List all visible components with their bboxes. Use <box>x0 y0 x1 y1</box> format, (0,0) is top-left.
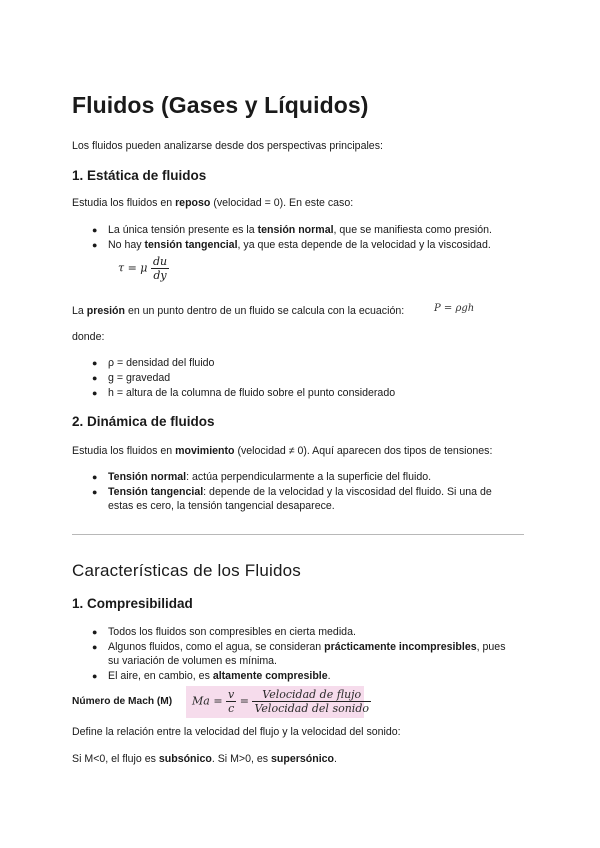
bullet-icon: ● <box>92 358 98 368</box>
section-title-caracteristicas: Características de los Fluidos <box>72 561 301 580</box>
donde-label: donde: <box>72 331 105 343</box>
list-item-continuation: su variación de volumen es mínima. <box>108 655 277 667</box>
bullet-icon: ● <box>92 388 98 398</box>
bullet-icon: ● <box>92 373 98 383</box>
section-heading-dinamica: 2. Dinámica de fluidos <box>72 414 215 429</box>
mach-equation-box <box>186 686 369 718</box>
bullet-icon: ● <box>92 487 98 497</box>
list-item: g = gravedad <box>108 372 171 384</box>
list-item-continuation: estas es cero, la tensión tangencial desaparece. <box>108 500 335 512</box>
viscosity-equation: τ = μ $\frac{du}{dy}$ <box>118 255 168 282</box>
bullet-icon: ● <box>92 671 98 681</box>
mach-conditions: Si M<0, el flujo es subsónico. Si M>0, es supersónico. <box>72 753 337 765</box>
list-item: La única tensión presente es la tensión normal, que se manifiesta como presión. <box>108 224 492 236</box>
bullet-icon: ● <box>92 240 98 250</box>
bullet-icon: ● <box>92 225 98 235</box>
mach-label: Número de Mach (M) <box>72 696 173 707</box>
bullet-icon: ● <box>92 472 98 482</box>
mach-definition: Define la relación entre la velocidad del flujo y la velocidad del sonido: <box>72 726 401 738</box>
intro-paragraph: Los fluidos pueden analizarse desde dos perspectivas principales: <box>72 140 383 152</box>
list-item: Algunos fluidos, como el agua, se consideran prácticamente incompresibles, pues <box>108 641 506 653</box>
list-item: No hay tensión tangencial, ya que esta depende de la velocidad y la viscosidad. <box>108 239 491 251</box>
list-item: Todos los fluidos son compresibles en cierta medida. <box>108 626 356 638</box>
bullet-icon: ● <box>92 642 98 652</box>
dinamica-paragraph: Estudia los fluidos en movimiento (velocidad ≠ 0). Aquí aparecen dos tipos de tensiones: <box>72 445 493 457</box>
list-item: El aire, en cambio, es altamente compresible. <box>108 670 331 682</box>
bullet-icon: ● <box>92 627 98 637</box>
horizontal-divider <box>72 534 524 535</box>
section-heading-estatica: 1. Estática de fluidos <box>72 168 207 183</box>
presion-paragraph: La presión en un punto dentro de un fluido se calcula con la ecuación: <box>72 305 405 317</box>
list-item: Tensión tangencial: depende de la velocidad y la viscosidad del fluido. Si una de <box>108 486 492 498</box>
page-title: Fluidos (Gases y Líquidos) <box>72 92 369 118</box>
pressure-equation: P = ρgh <box>434 303 475 314</box>
list-item: h = altura de la columna de fluido sobre el punto considerado <box>108 387 396 399</box>
list-item: ρ = densidad del fluido <box>108 357 215 369</box>
estatica-paragraph: Estudia los fluidos en reposo (velocidad = 0). En este caso: <box>72 197 354 209</box>
section-heading-compresibilidad: 1. Compresibilidad <box>72 596 193 611</box>
list-item: Tensión normal: actúa perpendicularmente a la superficie del fluido. <box>108 471 432 483</box>
mach-equation: Ma = $\frac{v}{c}$ = $\frac{\text{Velocidad de flujo}}{\text{Velocidad del sonido}}$ <box>192 688 369 715</box>
